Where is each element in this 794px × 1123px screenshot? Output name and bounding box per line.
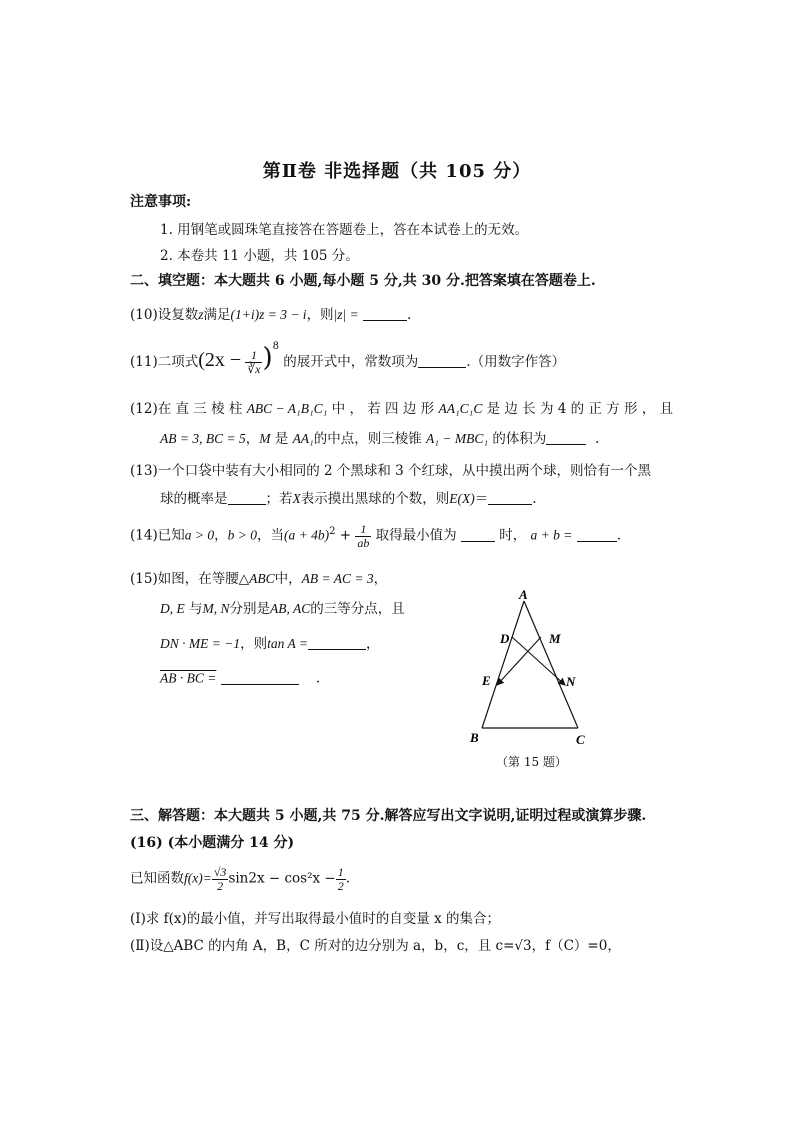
question-12-line-2 — [160, 427, 599, 447]
q10-answer-blank — [363, 307, 407, 322]
q12-expr-pyramid: A₁ − MBC₁ — [426, 431, 489, 446]
q14-frac-num: 1 — [355, 523, 371, 537]
section3-heading: 三、解答题：本大题共 5 小题,共 75 分.解答应写出文字说明,证明过程或演算步骤. — [130, 808, 647, 824]
notice-item-2: 2. 本卷共 11 小题，共 105 分。 — [160, 248, 359, 264]
q11-fraction — [245, 349, 262, 375]
label-n: N — [566, 674, 576, 689]
side-ac — [524, 601, 578, 728]
question-15-line-1 — [130, 567, 387, 587]
page-title: 第Ⅱ卷 非选择题（共 105 分） — [262, 161, 532, 182]
q15-expr-mn: M, N — [202, 601, 230, 616]
q15-number: (15) — [130, 571, 158, 587]
q14-text-d: 时， — [499, 527, 527, 544]
q16-part-1: (Ⅰ)求 f(x)的最小值，并写出取得最小值时的自变量 x 的集合； — [130, 911, 500, 927]
q15-expr-dot: DN · ME = −1 — [160, 636, 241, 651]
q14-frac-den: ab — [357, 535, 370, 550]
q12-var-m: M — [259, 431, 271, 446]
q14-text-c: 取得最小值为 — [375, 527, 457, 544]
q11-power: 8 — [272, 340, 279, 352]
q12-text-2a: ， — [245, 431, 260, 447]
q16-frac2-num: 1 — [337, 865, 344, 879]
q12-text-2b: 是 — [274, 431, 289, 447]
question-15-line-4 — [160, 670, 320, 687]
q14-expr-a: a > 0 — [184, 527, 215, 543]
label-b: B — [470, 730, 479, 745]
question-15-line-2 — [160, 597, 405, 617]
q16-number: (16) (本小题满分 14 分) — [130, 835, 295, 851]
q14-fraction — [355, 523, 371, 549]
q12-text-1c: 是 边 长 为 4 的 正 方 形 ， 且 — [486, 401, 674, 417]
q15-expr-triangle: ABC — [249, 571, 275, 586]
q16-end: . — [345, 870, 351, 887]
q15-text-1b: 中， — [274, 571, 302, 587]
q15-expr-tan: tan A = — [267, 636, 308, 651]
q16-frac-num: √3 — [213, 865, 227, 879]
q12-text-2c: 的中点，则三棱锥 — [313, 431, 422, 447]
q15-text-3a: ，则 — [240, 636, 268, 652]
q13-end: . — [532, 491, 537, 507]
q13-text-2a: 球的概率是 — [160, 491, 228, 507]
q15-text-2b: 分别是 — [229, 601, 271, 617]
q13-answer-blank-1 — [228, 491, 266, 506]
label-c: C — [576, 732, 585, 747]
q10-text: 设复数 — [157, 307, 199, 323]
q12-text-1a: 在 直 三 棱 柱 — [157, 401, 243, 417]
q10-expr: (1+i)z = 3 − i — [230, 307, 307, 322]
q13-number: (13) — [130, 463, 158, 479]
q14-number: (14) — [130, 527, 158, 544]
q13-text-2b: ；若 — [265, 491, 293, 507]
q15-end-1: ， — [373, 571, 388, 587]
q10-text-c: ，则 — [306, 307, 334, 323]
q14-end: . — [616, 527, 621, 544]
notice-heading: 注意事项: — [130, 194, 192, 210]
q14-plus: + — [339, 527, 352, 544]
q15-expr-sides: AB = AC = 3 — [301, 571, 374, 586]
question-11 — [130, 340, 566, 376]
q11-frac-den: ∛x — [247, 362, 261, 376]
question-15-line-3 — [160, 632, 379, 652]
q14-answer-blank-1 — [461, 527, 495, 542]
q13-equals: ＝ — [474, 491, 489, 507]
question-16-function — [130, 866, 350, 892]
q15-text-2a: 与 — [189, 601, 203, 617]
q15-end-3: ， — [365, 636, 380, 652]
q12-number: (12) — [130, 401, 158, 417]
q15-text-1a: 如图，在等腰△ — [157, 571, 250, 587]
q16-frac-den: 2 — [217, 878, 224, 893]
q14-text-a: 已知 — [157, 527, 185, 544]
q12-expr-edge: AA₁ — [292, 431, 314, 446]
q11-number: (11) — [130, 354, 158, 370]
q16-frac2-den: 2 — [337, 878, 344, 893]
q11-text-b: 的展开式中，常数项为 — [283, 354, 419, 370]
figure-15-triangle — [462, 585, 602, 750]
q10-end: . — [407, 307, 412, 323]
q12-end: . — [594, 431, 600, 447]
q11-expr-close: ) — [262, 343, 273, 373]
q13-var-x: X — [292, 491, 301, 506]
q15-answer-blank-1 — [308, 636, 366, 651]
q12-expr-sides: AB = 3, BC = 5 — [160, 431, 246, 446]
question-13-line-1 — [130, 459, 651, 479]
q14-expr-b: b > 0 — [227, 527, 257, 543]
q16-part-2: (Ⅱ)设△ABC 的内角 A，B，C 所对的边分别为 a，b，c，且 c=√3，f（C）=0， — [130, 938, 621, 954]
question-13-line-2 — [160, 487, 537, 507]
q16-fraction-1 — [212, 866, 229, 892]
label-a: A — [519, 587, 528, 602]
side-ab — [482, 601, 524, 728]
q14-text-b: ，当 — [256, 527, 284, 544]
q12-expr-prism: ABC − A₁B₁C₁ — [246, 401, 328, 416]
q14-sep: ， — [214, 527, 228, 544]
q11-text-c: .（用数字作答） — [466, 354, 566, 370]
q15-expr-vector: AB · BC = — [160, 670, 217, 686]
q13-expr: E(X) — [449, 491, 475, 506]
q16-expr-f: f(x)= — [184, 870, 212, 886]
q10-expr2: |z| = — [333, 307, 359, 322]
figure-15-caption: （第 15 题） — [496, 755, 567, 769]
q11-answer-blank — [418, 354, 466, 369]
q16-expr-body: sin2x − cos²x − — [228, 870, 336, 887]
question-10 — [130, 303, 411, 323]
q13-text-1: 一个口袋中装有大小相同的 2 个黑球和 3 个红球，从中摸出两个球，则恰有一个黑 — [157, 463, 652, 479]
label-m: M — [549, 631, 561, 646]
q10-var: z — [198, 307, 204, 322]
q11-frac-num: 1 — [245, 349, 262, 363]
question-14 — [130, 523, 621, 549]
q16-fraction-2 — [336, 866, 346, 892]
q14-expr-sum: a + b = — [530, 527, 573, 543]
question-12-line-1 — [130, 397, 673, 417]
q12-text-2d: 的体积为 — [492, 431, 547, 447]
q12-answer-blank — [546, 431, 586, 446]
q11-expr-open: (2x − — [198, 349, 242, 371]
q15-text-2c: 的三等分点，且 — [310, 601, 405, 617]
label-d: D — [500, 631, 510, 646]
q11-text: 二项式 — [157, 354, 199, 370]
q10-number: (10) — [130, 307, 158, 323]
q10-text-b: 满足 — [203, 307, 231, 323]
q13-answer-blank-2 — [488, 491, 532, 506]
q16-text-1a: 已知函数 — [130, 870, 184, 887]
label-e: E — [482, 673, 491, 688]
q14-answer-blank-2 — [577, 527, 617, 542]
q15-expr-de: D, E — [160, 601, 185, 616]
q12-text-1b: 中 ， 若 四 边 形 — [331, 401, 435, 417]
q12-expr-quad: AA₁C₁C — [438, 401, 483, 416]
q14-expr-square: (a + 4b) — [283, 527, 330, 543]
notice-item-1: 1. 用钢笔或圆珠笔直接答在答题卷上，答在本试卷上的无效。 — [160, 222, 529, 238]
q15-end-4: . — [315, 670, 321, 687]
q15-expr-abac: AB, AC — [270, 601, 311, 616]
q13-text-2c: 表示摸出黑球的个数，则 — [300, 491, 450, 507]
q14-power: 2 — [329, 526, 336, 538]
q15-answer-blank-2 — [221, 670, 299, 685]
section2-heading: 二、填空题：本大题共 6 小题,每小题 5 分,共 30 分.把答案填在答题卷上. — [130, 273, 596, 289]
